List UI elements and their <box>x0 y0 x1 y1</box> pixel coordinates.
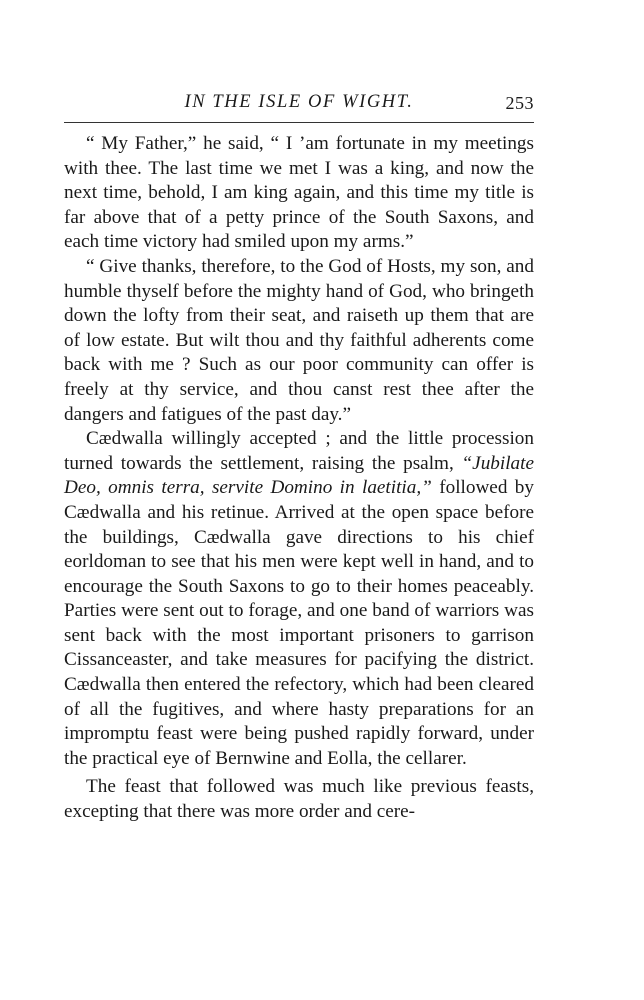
paragraph-3-rest: followed by Cædwalla and his retinue. Arrived at the open space before the buildings, Cædwalla gave directions to his chief eorldoman to see that his men were kept well in hand, and to encourage the South Saxons to go to their homes peaceably. Parties were sent out to forage, and one band of warriors was sent back with the most important prisoners to garrison Cissanceaster, and take measures for pacifying the district. Cædwalla then entered the refectory, which had been cleared of all the fugitives, and where hasty preparations for an impromptu feast were being pushed rapidly forward, under the practical eye of Bernwine and Eolla, the cellarer. <box>64 477 534 769</box>
paragraph-2: “ Give thanks, therefore, to the God of Hosts, my son, and humble thyself before the mighty hand of God, who bringeth down the lofty from their seat, and raiseth up them that are of low estate. But wilt thou and thy faithful adherents come back with me ? Such as our poor community can offer is freely at thy service, and thou canst rest thee after the dangers and fatigues of the past day.” <box>64 255 534 425</box>
running-head <box>64 92 534 118</box>
page-number: 253 <box>505 93 534 113</box>
body-text <box>64 132 534 825</box>
header-rule <box>64 122 534 123</box>
paragraph-4: The feast that followed was much like previous feasts, excepting that there was more order and cere- <box>64 776 534 823</box>
book-page <box>64 0 534 1000</box>
paragraph-1: “ My Father,” he said, “ I ’am fortunate in my meetings with thee. The last time we met I was a king, and now the next time, behold, I am king again, and this time my title is far above that of a petty prince of the South Saxons, and each time victory had smiled upon my arms.” <box>64 133 534 253</box>
latin-psalm-title: “Jubilate Deo, omnis terra, servite Domino in laetitia,” <box>64 452 534 499</box>
paragraph-3 <box>64 427 534 771</box>
running-title: IN THE ISLE OF WIGHT. <box>184 92 414 112</box>
paragraph-3-lead: Cædwalla willingly accepted ; and the little procession turned towards the settlement, raising the psalm, <box>64 428 534 474</box>
